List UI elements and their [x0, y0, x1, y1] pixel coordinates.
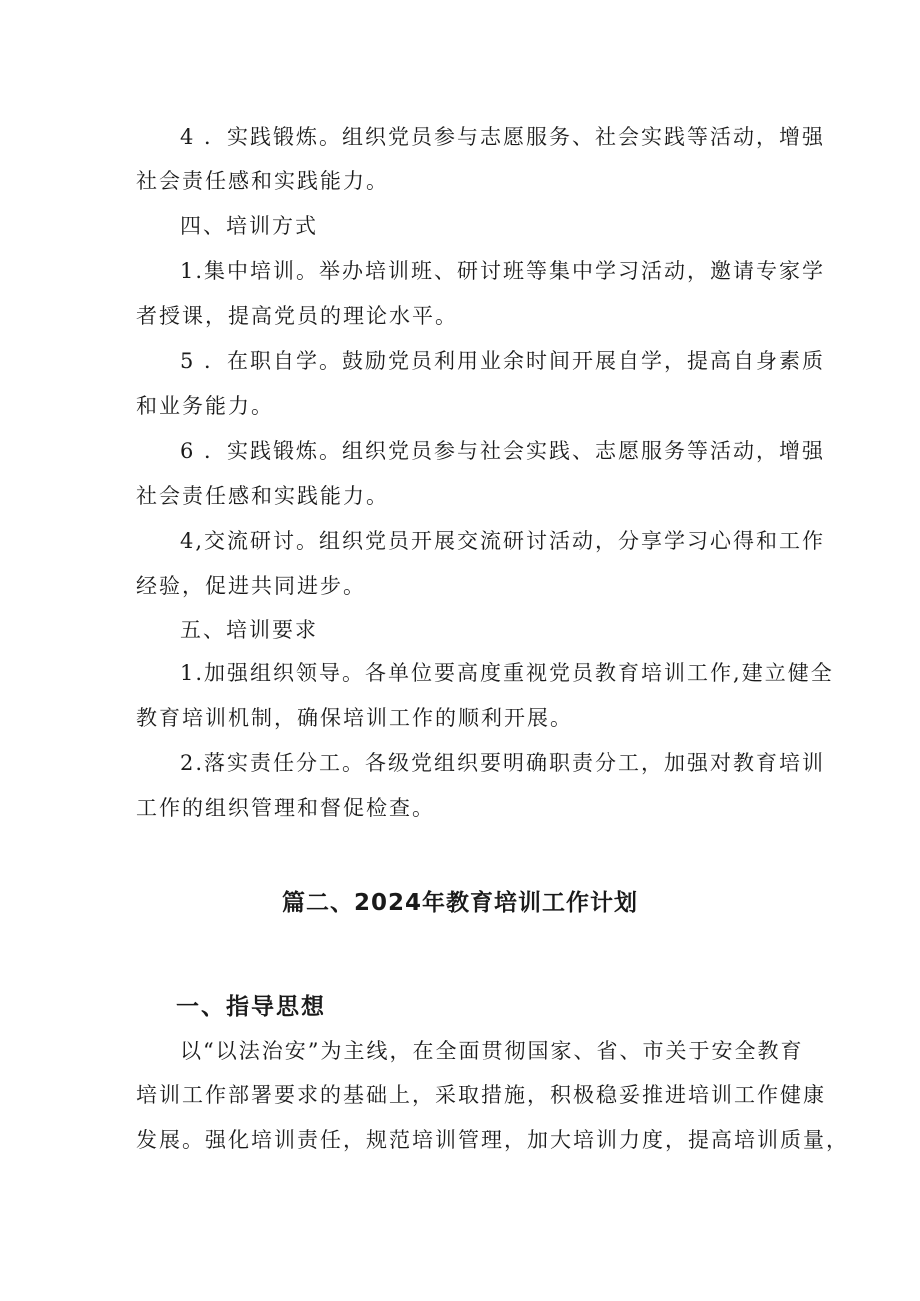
paragraph-line: 1.集中培训。举办培训班、研讨班等集中学习活动，邀请专家学: [180, 259, 826, 283]
document-title: 篇二、2024年教育培训工作计划: [281, 890, 638, 916]
paragraph-line: 和业务能力。: [136, 394, 274, 418]
paragraph-line: 培训工作部署要求的基础上，采取措施，积极稳妥推进培训工作健康: [136, 1083, 826, 1107]
paragraph-line: 工作的组织管理和督促检查。: [136, 796, 435, 820]
paragraph-line: 2.落实责任分工。各级党组织要明确职责分工，加强对教育培训: [180, 751, 826, 775]
section-heading: 五、培训要求: [180, 618, 318, 642]
paragraph-line: 以“以法治安”为主线，在全面贯彻国家、省、市关于安全教育: [180, 1039, 804, 1063]
paragraph-line: 发展。强化培训责任，规范培训管理，加大培训力度，提高培训质量，: [136, 1128, 849, 1152]
paragraph-line: 者授课，提高党员的理论水平。: [136, 304, 458, 328]
heading-guiding-thought: 一、指导思想: [176, 994, 326, 1020]
paragraph-line: 经验，促进共同进步。: [136, 574, 366, 598]
paragraph-line: 社会责任感和实践能力。: [136, 484, 389, 508]
paragraph-line: 教育培训机制，确保培训工作的顺利开展。: [136, 706, 573, 730]
paragraph-line: 5 ．在职自学。鼓励党员利用业余时间开展自学，提高自身素质: [180, 349, 826, 373]
section-heading: 四、培训方式: [180, 214, 318, 238]
paragraph-line: 社会责任感和实践能力。: [136, 169, 389, 193]
paragraph-line: 1.加强组织领导。各单位要高度重视党员教育培训工作,建立健全: [180, 661, 834, 685]
paragraph-line: 4,交流研讨。组织党员开展交流研讨活动，分享学习心得和工作: [180, 529, 826, 553]
paragraph-line: 6 ．实践锻炼。组织党员参与社会实践、志愿服务等活动，增强: [180, 439, 826, 463]
paragraph-line: 4 ．实践锻炼。组织党员参与志愿服务、社会实践等活动，增强: [180, 125, 826, 149]
